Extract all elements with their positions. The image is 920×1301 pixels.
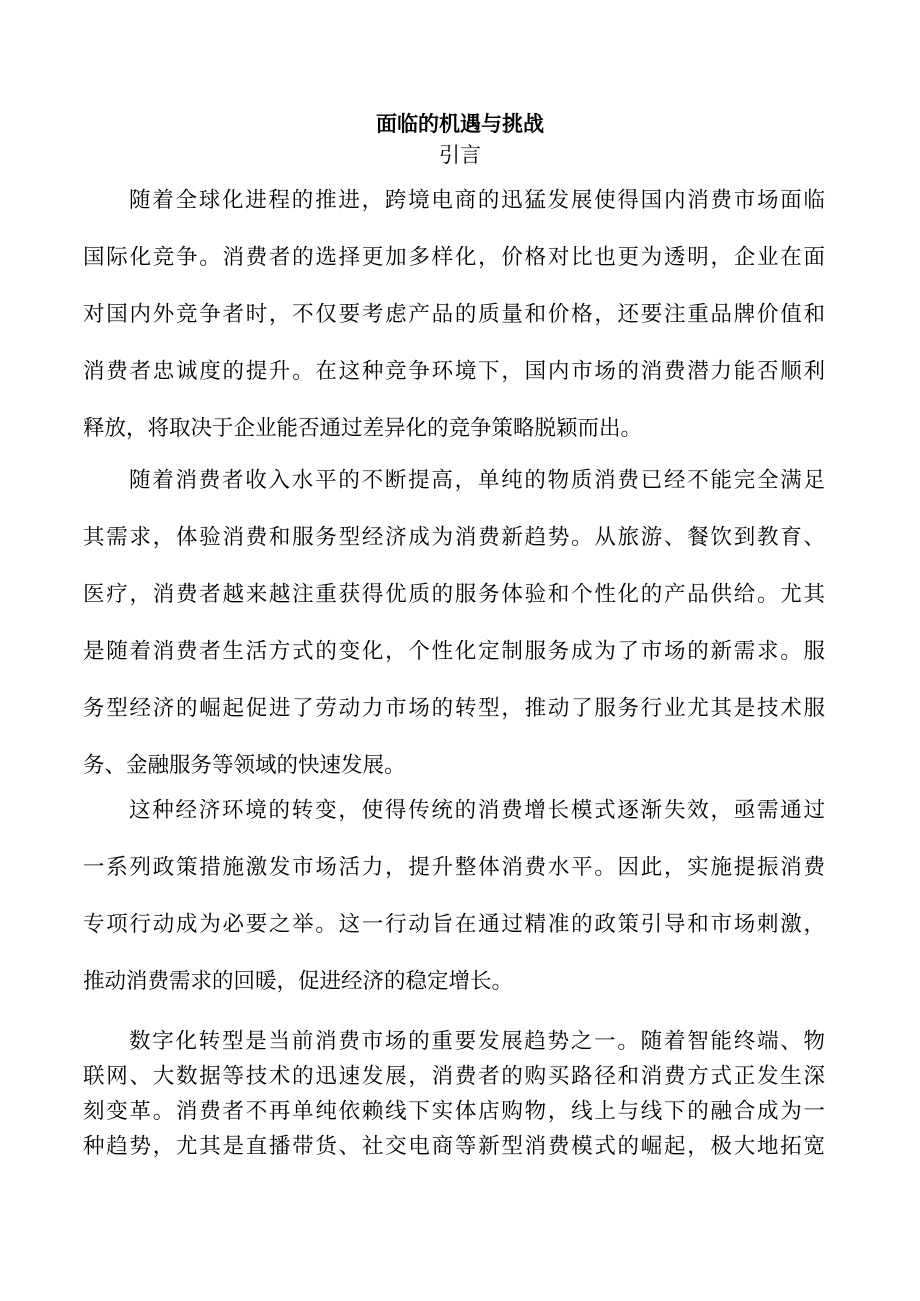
paragraph-2 bbox=[83, 452, 843, 794]
paragraph-line: 数字化转型是当前消费市场的重要发展趋势之一。随着智能终端、物 bbox=[129, 1029, 825, 1054]
paragraph-line: 随着全球化进程的推进，跨境电商的迅猛发展使得国内消费市场面临 bbox=[129, 188, 825, 213]
paragraph-line: 推动消费需求的回暖，促进经济的稳定增长。 bbox=[83, 969, 514, 994]
paragraph-line: 务型经济的崛起促进了劳动力市场的转型，推动了服务行业尤其是技术服 bbox=[83, 696, 825, 721]
paragraph-3 bbox=[83, 782, 843, 1010]
paragraph-line: 是随着消费者生活方式的变化，个性化定制服务成为了市场的新需求。服 bbox=[83, 639, 825, 664]
paragraph-line: 其需求，体验消费和服务型经济成为消费新趋势。从旅游、餐饮到教育、 bbox=[83, 525, 825, 550]
paragraph-line: 国际化竞争。消费者的选择更加多样化，价格对比也更为透明，企业在面 bbox=[83, 245, 825, 270]
paragraph-line: 一系列政策措施激发市场活力，提升整体消费水平。因此，实施提振消费 bbox=[83, 855, 825, 880]
paragraph-line: 消费者忠诚度的提升。在这种竞争环境下，国内市场的消费潜力能否顺利 bbox=[83, 359, 825, 384]
paragraph-line: 这种经济环境的转变，使得传统的消费增长模式逐渐失效，亟需通过 bbox=[129, 798, 825, 823]
document-title: 面临的机遇与挑战 bbox=[376, 111, 544, 136]
paragraph-line: 种趋势，尤其是直播带货、社交电商等新型消费模式的崛起，极大地拓宽 bbox=[83, 1134, 825, 1159]
paragraph-line: 务、金融服务等领域的快速发展。 bbox=[83, 753, 406, 778]
paragraph-line: 随着消费者收入水平的不断提高，单纯的物质消费已经不能完全满足 bbox=[129, 468, 825, 493]
document-subtitle: 引言 bbox=[439, 143, 481, 167]
paragraph-line: 对国内外竞争者时，不仅要考虑产品的质量和价格，还要注重品牌价值和 bbox=[83, 302, 825, 327]
paragraph-line: 专项行动成为必要之举。这一行动旨在通过精准的政策引导和市场刺激， bbox=[83, 912, 825, 937]
paragraph-line: 联网、大数据等技术的迅速发展，消费者的购买路径和消费方式正发生深 bbox=[83, 1064, 825, 1089]
paragraph-line: 刻变革。消费者不再单纯依赖线下实体店购物，线上与线下的融合成为一 bbox=[83, 1099, 825, 1124]
paragraph-line: 医疗，消费者越来越注重获得优质的服务体验和个性化的产品供给。尤其 bbox=[83, 582, 825, 607]
paragraph-line: 释放，将取决于企业能否通过差异化的竞争策略脱颖而出。 bbox=[83, 416, 643, 441]
paragraph-4 bbox=[83, 1024, 843, 1164]
paragraph-1 bbox=[83, 172, 843, 457]
